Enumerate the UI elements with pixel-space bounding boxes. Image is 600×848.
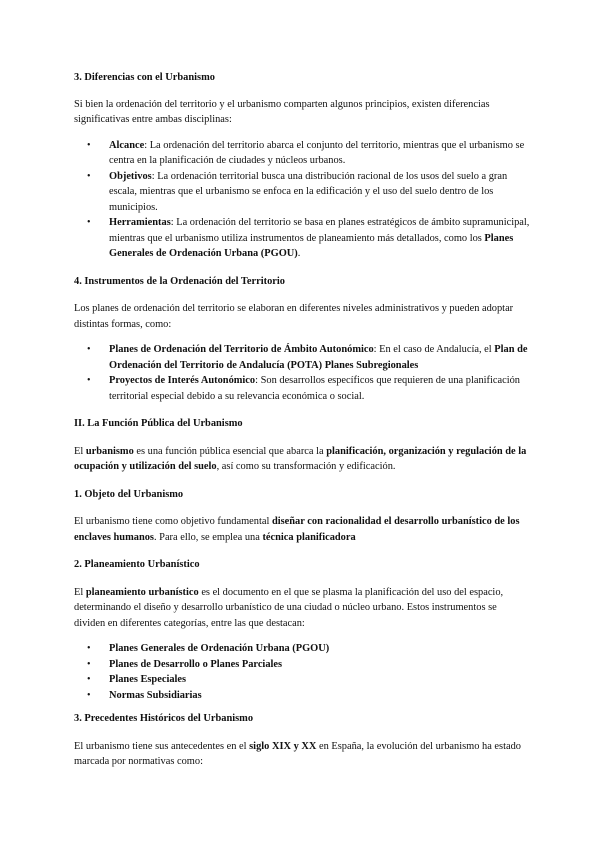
list-instrumentos — [74, 342, 530, 404]
list-item-objetivos — [109, 169, 530, 216]
section-heading-funcion-publica: II. La Función Pública del Urbanismo — [74, 418, 243, 429]
section-heading-diferencias: 3. Diferencias con el Urbanismo — [74, 72, 215, 83]
term-herramientas: Herramientas — [109, 217, 171, 228]
paragraph-precedentes — [74, 739, 530, 770]
section-heading-instrumentos: 4. Instrumentos de la Ordenación del Territorio — [74, 275, 285, 287]
text-proyectos: : Son desarrollos específicos que requieren de una planificación territorial especial debido a su relevancia económica o social. — [109, 375, 520, 402]
list-item-planes-autonomico — [109, 342, 530, 373]
bold-run: técnica planificadora — [262, 531, 356, 543]
text-run: . Para ello, se emplea una — [153, 531, 263, 543]
text-run: El — [74, 586, 86, 598]
text-run: es el documento en el que se plasma la planificación del uso del espacio, determinando el diseño y desarrollo urbanístico de una ciudad o núcleo urbano. Estos instrumentos se dividen en diferentes categorías, entre las que destacan: — [74, 586, 504, 629]
paragraph-objeto — [74, 514, 530, 545]
bold-run: Normas Subsidiarias — [109, 689, 202, 701]
text-run: El urbanismo tiene como objetivo fundamental — [74, 516, 272, 527]
list-item-herramientas — [109, 215, 530, 262]
term-alcance: Alcance — [109, 139, 145, 151]
section-heading-precedentes: 3. Precedentes Históricos del Urbanismo — [74, 713, 254, 724]
bold-run: Planes Especiales — [109, 674, 187, 685]
term-objetivos: Objetivos — [109, 170, 152, 182]
list-item-proyectos — [109, 373, 530, 404]
text-run: , así como su transformación y edificación. — [216, 461, 396, 472]
term-pgou: Planes Generales de Ordenación Urbana (PGOU) — [109, 232, 514, 259]
text-alcance: : La ordenación del territorio abarca el conjunto del territorio, mientras que el urbanismo se centra en la planificación de ciudades y núcleos urbanos. — [109, 139, 525, 166]
paragraph-diferencias-intro: Si bien la ordenación del territorio y el urbanismo comparten algunos principios, existen diferencias significativas entre ambas disciplinas: — [74, 98, 490, 125]
paragraph-instrumentos-intro: Los planes de ordenación del territorio se elaboran en diferentes niveles administrativos y pueden adoptar distintas formas, como: — [74, 303, 514, 330]
bold-run: Planes de Desarrollo o Planes Parciales — [109, 658, 283, 670]
text-herramientas: : La ordenación del territorio se basa en planes estratégicos de ámbito supramunicipal, mientras que el urbanismo utiliza instrumentos de planeamiento más detallados, como los — [109, 217, 530, 244]
bold-run: planificación, organización y regulación de la ocupación y utilización del suelo — [74, 445, 527, 472]
text-run: El urbanismo tiene sus antecedentes en el — [74, 740, 250, 752]
term-planes-autonomico: Planes de Ordenación del Territorio de Ámbito Autonómico — [109, 344, 374, 355]
section-heading-objeto: 1. Objeto del Urbanismo — [74, 488, 184, 500]
bold-run: Planes Generales de Ordenación Urbana (PGOU) — [109, 643, 330, 654]
term-proyectos: Proyectos de Interés Autonómico — [109, 375, 256, 386]
bold-run: planeamiento urbanístico — [85, 586, 199, 598]
text-run: es una función pública esencial que abarca la — [133, 445, 327, 457]
bold-run: siglo XIX y XX — [249, 740, 317, 752]
list-item-pgou — [109, 641, 530, 657]
list-diferencias — [74, 138, 530, 262]
text-period: . — [297, 248, 301, 259]
list-item-normas-subsidiarias — [109, 688, 530, 704]
section-heading-planeamiento: 2. Planeamiento Urbanístico — [74, 559, 200, 570]
text-objetivos: : La ordenación territorial busca una distribución racional de los usos del suelo a gran escala, mientras que el urbanismo se enfoca en la edificación y el uso del suelo dentro de los municipios. — [109, 170, 508, 213]
list-item-alcance — [109, 138, 530, 169]
text-run: en España, la evolución del urbanismo ha estado marcada por normativas como: — [74, 740, 521, 767]
text-planes-autonomico: : En el caso de Andalucía, el — [373, 344, 495, 355]
list-item-planes-especiales — [109, 672, 530, 688]
bold-run: diseñar con racionalidad el desarrollo urbanístico de los enclaves humanos — [74, 516, 520, 543]
list-item-planes-parciales — [109, 657, 530, 673]
list-planeamiento — [74, 641, 530, 703]
paragraph-funcion-publica — [74, 444, 530, 475]
term-pota: Plan de Ordenación del Territorio de Andalucía (POTA) Planes Subregionales — [109, 344, 528, 371]
text-run: El — [74, 445, 86, 457]
paragraph-planeamiento — [74, 585, 530, 632]
bold-run: urbanismo — [85, 445, 134, 457]
